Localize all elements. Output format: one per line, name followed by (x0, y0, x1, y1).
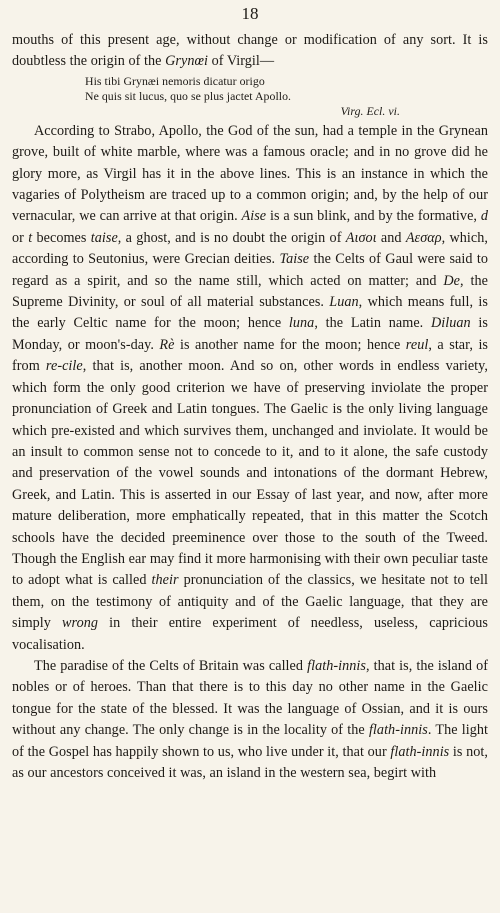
paragraph-1 (12, 30, 488, 73)
p2-t5: , a ghost, and is no doubt the origin of (117, 229, 346, 246)
quote-source: Virg. Ecl. vi. (340, 103, 400, 118)
p2-t2: is a sun blink, and by the formative, (266, 208, 481, 225)
p2-e1: Aise (241, 208, 267, 225)
p2-t8: the Celts of Gaul were said to regard as a spirit, and so the name still, which acted on matter; and (12, 251, 488, 289)
p2-e12: Rè (159, 336, 175, 353)
p3-e3: flath-innis (390, 743, 450, 760)
quote-line-1: His tibi Grynæi nemoris dicatur origo (85, 73, 265, 88)
p2-e9: Luan (329, 294, 359, 311)
p2-t3: or (12, 229, 29, 246)
p1-italic-grynaei: Grynœi (165, 53, 208, 70)
p1-text-a: mouths of this present age, without change or modification of any sort. It is doubtless the origin of the (12, 32, 488, 70)
page-number: 18 (241, 4, 259, 23)
p2-t4: becomes (32, 229, 91, 246)
p3-t4: is not, as our ancestors conceived it was, an island in the western sea, begirt with (12, 743, 488, 781)
p2-e14: re-cile (45, 358, 83, 375)
p2-e8: De (443, 272, 461, 289)
p2-t16: pronunciation of the classics, we hesitate not to tell them, on the testimony of antiquity and of the Gaelic language, that they are simply (12, 572, 488, 632)
p2-t14: , a star, is from (12, 336, 489, 375)
p2-e3: t (28, 229, 33, 246)
p3-t1: The paradise of the Celts of Britain was called (34, 657, 308, 674)
p2-e2: d (480, 208, 488, 225)
p3-t3: . The light of the Gospel has happily shown to us, who live under it, that our (12, 722, 488, 760)
p2-e16: wrong (62, 615, 99, 632)
p2-e7: Taise (279, 251, 310, 268)
p2-t11: , the Latin name. (314, 315, 431, 332)
p2-e11: Diluan (430, 315, 471, 332)
quote-line-2: Ne quis sit lucus, quo se plus jactet Apollo. (85, 88, 292, 103)
p2-t1: According to Strabo, Apollo, the God of the sun, had a temple in the Grynean grove, built of white marble, where was a famous oracle; and in no grove did he glory more, as Virgil has it in the above lines. This is an instance in which the vagaries of Polytheism are traced up to a common origin; and, by the help of our vernacular, we can arrive at that origin. (12, 122, 488, 225)
p2-t9: , the Supreme Divinity, or soul of all material substances. (12, 272, 488, 311)
p3-e2: flath-innis (368, 722, 428, 739)
p2-e6: Αεσαρ (405, 229, 442, 246)
p2-t17: in their entire experiment of needless, useless, capricious vocalisation. (12, 615, 488, 653)
p2-e10: luna (288, 315, 315, 332)
p2-t7: , which, according to Seutonius, were Grecian deities. (12, 229, 489, 268)
paragraph-3 (12, 656, 488, 784)
p2-t6: and (376, 229, 406, 246)
p2-e5: Αισοι (345, 229, 377, 246)
p3-t2: , that is, the island of nobles or of heroes. Than that there is to this day no other name in the Gaelic tongue for the state of the blessed. It was the language of Ossian, and it is ours without any change. The only change is in the locality of the (12, 657, 488, 739)
paragraph-2 (12, 121, 488, 656)
p2-e4: taise (90, 229, 118, 246)
p1-text-b: of Virgil— (207, 53, 275, 70)
body-text (12, 30, 488, 784)
p2-t15: , that is, another moon. And so on, other words in endless variety, which form the only good criterion we have of preserving inviolate the proper pronunciation of Greek and Latin tongues. The Gaelic is the only living language which pre-existed and which survives them, unchanged and inviolate. It would be an insult to common sense not to concede to it, and to it alone, the safe custody and preservation of the vowel sounds and intonations of the dormant Hebrew, Greek, and Latin. This is asserted in our Essay of last year, and now, after more mature deliberation, more emphatically repeated, that in this matter the Scotch schools have the decided preeminence over those to the south of the Tweed. Though the English ear may find it more harmonising with their own peculiar taste to adopt what is called (12, 358, 488, 589)
p2-e15: their (151, 572, 179, 589)
p2-t10: , which means full, is the early Celtic name for the moon; hence (12, 294, 488, 332)
p2-t13: is another name for the moon; hence (174, 336, 406, 353)
p2-t12: is Monday, or moon's-day. (12, 315, 488, 353)
p2-e13: reul (405, 336, 429, 353)
p3-e1: flath-innis (307, 657, 366, 674)
latin-quotation (12, 74, 488, 119)
